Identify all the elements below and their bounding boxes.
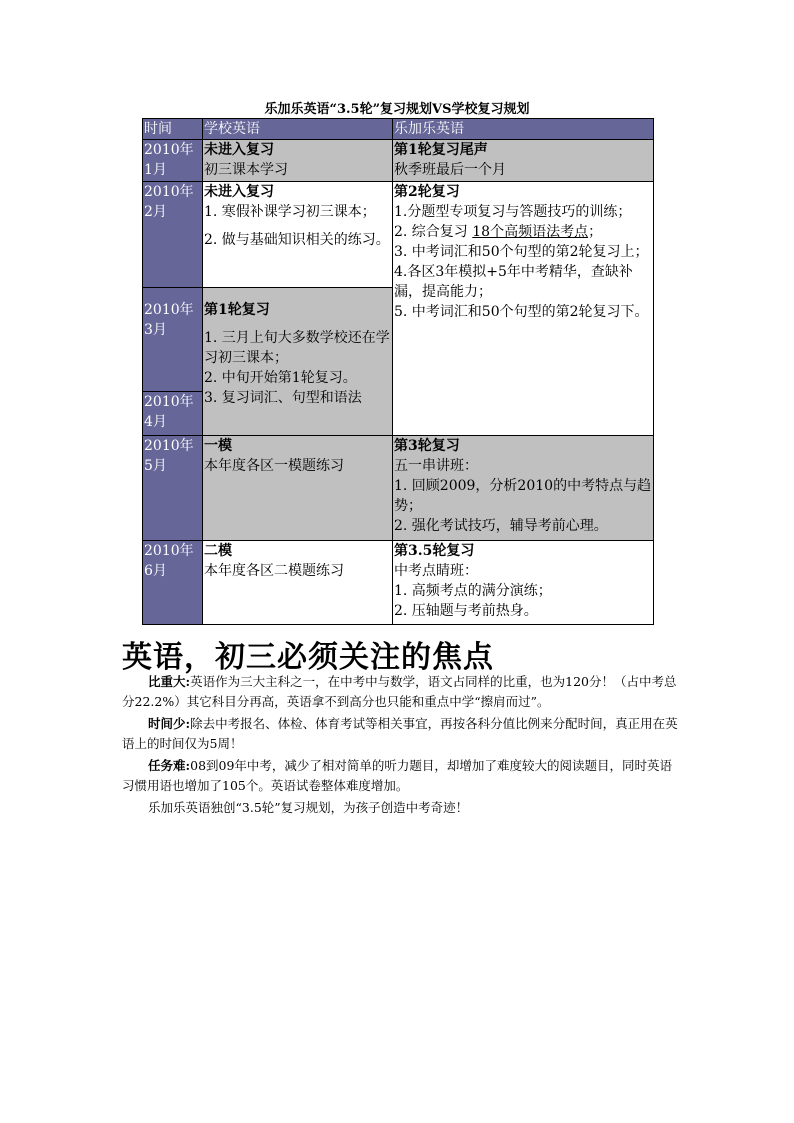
school-line: 1. 寒假补课学习初三课本； — [204, 204, 376, 220]
lejiale-line: 1. 回顾2009，分析2010的中考特点与趋势； — [394, 478, 652, 514]
school-cell — [203, 541, 393, 625]
lejiale-line: 1.分题型专项复习与答题技巧的训练； — [394, 204, 632, 220]
school-line: 本年度各区一模题练习 — [204, 458, 344, 474]
lejiale-cell — [393, 436, 654, 541]
school-cell — [203, 182, 393, 288]
school-cell — [203, 140, 393, 182]
header-school: 学校英语 — [203, 119, 393, 140]
school-title: 一模 — [204, 438, 232, 454]
school-line: 2. 中旬开始第1轮复习。 — [204, 370, 357, 386]
lejiale-title: 第3.5轮复习 — [394, 543, 475, 559]
school-title: 未进入复习 — [204, 184, 274, 200]
grammar-points-link-text: 18个高频语法考点 — [472, 224, 589, 240]
lejiale-title: 第1轮复习尾声 — [394, 142, 488, 158]
lejiale-title: 第3轮复习 — [394, 438, 460, 454]
section-heading: 英语，初三必须关注的焦点 — [122, 640, 494, 675]
paragraph-lead: 比重大: — [148, 674, 191, 689]
paragraph-text: 除去中考报名、体检、体育考试等相关事宜，再按各科分值比例来分配时间，真正用在英语上的时间仅为5周！ — [122, 716, 678, 751]
table-row — [143, 541, 654, 625]
paragraph-lead: 时间少: — [148, 716, 191, 731]
table-row — [143, 140, 654, 182]
school-cell — [203, 288, 393, 436]
paragraph-time — [122, 714, 682, 754]
lejiale-line: 2. 强化考试技巧，辅导考前心理。 — [394, 518, 608, 534]
school-title: 未进入复习 — [204, 142, 274, 158]
lejiale-line: 4.各区3年模拟+5年中考精华，查缺补漏，提高能力； — [394, 264, 633, 300]
header-lejiale: 乐加乐英语 — [393, 119, 654, 140]
school-title: 二模 — [204, 543, 232, 559]
school-line: 2. 做与基础知识相关的练习。 — [204, 232, 390, 248]
lejiale-line: 5. 中考词汇和50个句型的第2轮复习下。 — [394, 304, 649, 320]
paragraph-weight — [122, 672, 682, 712]
paragraph-difficulty — [122, 756, 682, 796]
lejiale-title: 第2轮复习 — [394, 184, 460, 200]
table-row — [143, 436, 654, 541]
lejiale-line: 秋季班最后一个月 — [394, 162, 506, 178]
header-time: 时间 — [143, 119, 203, 140]
lejiale-cell — [393, 140, 654, 182]
lejiale-line: 2. 综合复习 18个高频语法考点； — [394, 224, 603, 240]
lejiale-cell — [393, 182, 654, 436]
document-title: 乐加乐英语“3.5轮”复习规划VS学校复习规划 — [264, 102, 530, 117]
school-line: 1. 三月上旬大多数学校还在学习初三课本； — [204, 330, 390, 366]
paragraph-text: 乐加乐英语独创“3.5轮”复习规划，为孩子创造中考奇迹！ — [148, 800, 469, 815]
time-cell: 2010年4月 — [143, 392, 203, 436]
school-title: 第1轮复习 — [204, 302, 270, 318]
lejiale-line: 五一串讲班： — [394, 458, 478, 474]
table-row — [143, 182, 654, 288]
paragraph-text: 08到09年中考，减少了相对简单的听力题目，却增加了难度较大的阅读题目，同时英语习惯用语也增加了105个。英语试卷整体难度增加。 — [122, 758, 672, 793]
time-cell: 2010年3月 — [143, 288, 203, 392]
time-cell: 2010年2月 — [143, 182, 203, 288]
paragraph-text: 英语作为三大主科之一，在中考中与数学，语文占同样的比重，也为120分！（占中考总分22.2%）其它科目分再高，英语拿不到高分也只能和重点中学“擦肩而过”。 — [122, 674, 677, 709]
table-header-row — [143, 119, 654, 140]
lejiale-line: 2. 压轴题与考前热身。 — [394, 603, 538, 619]
school-line: 初三课本学习 — [204, 162, 288, 178]
time-cell: 2010年6月 — [143, 541, 203, 625]
lejiale-line: 1. 高频考点的满分演练； — [394, 583, 552, 599]
lejiale-line: 中考点睛班： — [394, 563, 478, 579]
school-cell — [203, 436, 393, 541]
lejiale-line: 3. 中考词汇和50个句型的第2轮复习上； — [394, 244, 649, 260]
paragraph-lead: 任务难: — [148, 758, 191, 773]
lejiale-cell — [393, 541, 654, 625]
school-line: 3. 复习词汇、句型和语法 — [204, 390, 362, 406]
paragraph-slogan — [122, 798, 682, 818]
school-line: 本年度各区二模题练习 — [204, 563, 344, 579]
review-plan-table — [142, 118, 654, 625]
time-cell: 2010年1月 — [143, 140, 203, 182]
time-cell: 2010年5月 — [143, 436, 203, 541]
